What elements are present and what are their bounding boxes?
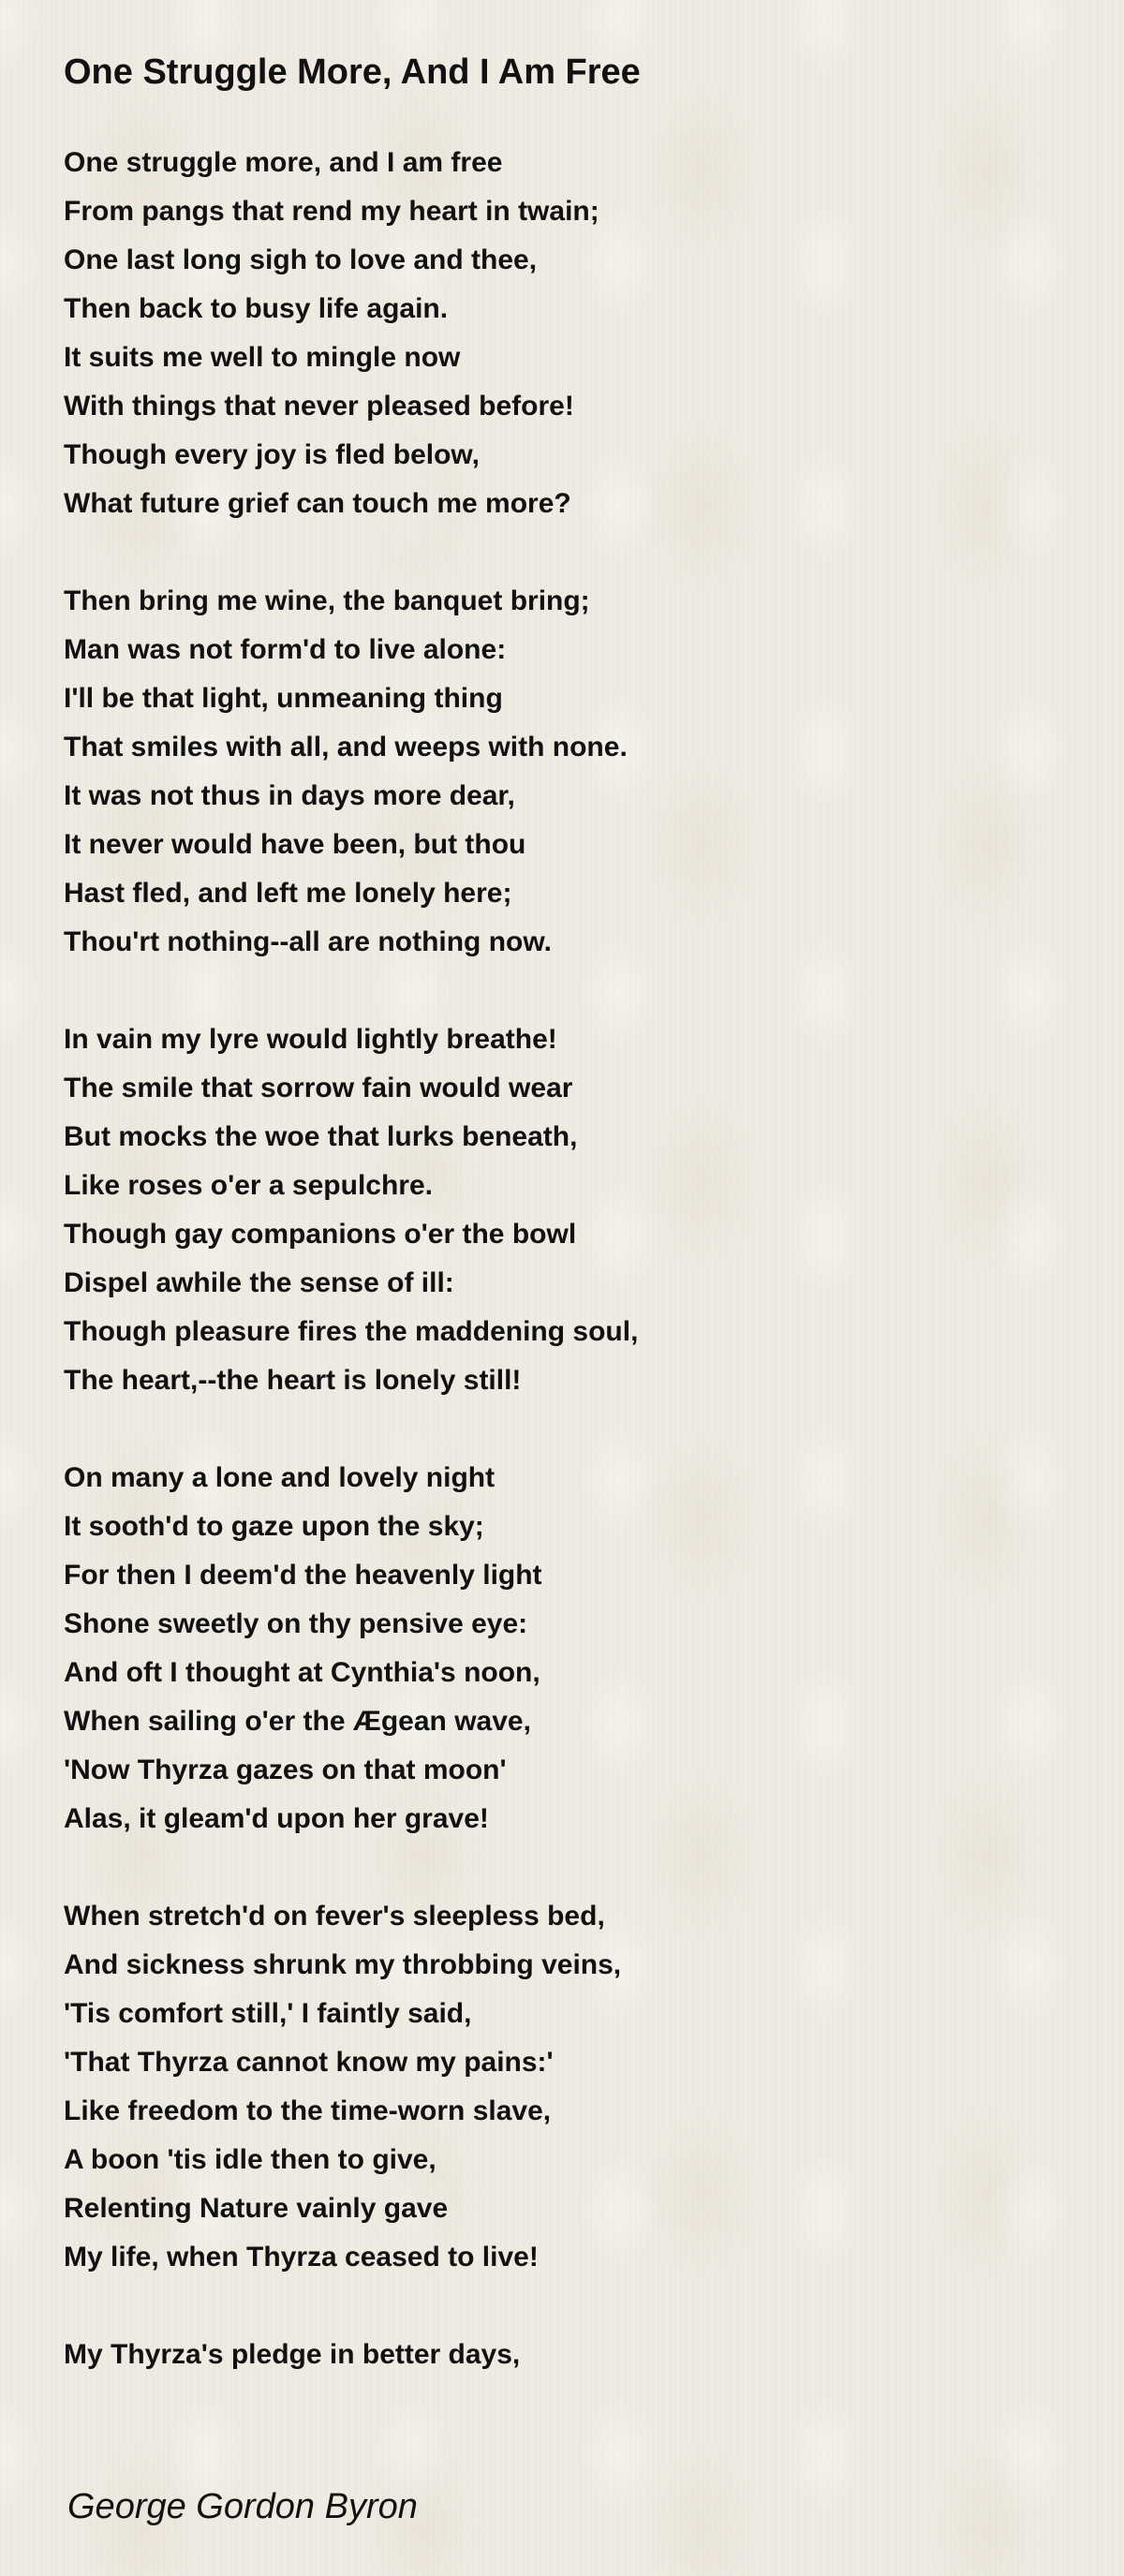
poem-line: Man was not form'd to live alone: (64, 634, 507, 665)
poem-line: The smile that sorrow fain would wear (64, 1073, 573, 1103)
poem-line: One last long sigh to love and thee, (64, 244, 538, 275)
poem-line: And oft I thought at Cynthia's noon, (64, 1657, 540, 1688)
poem-line: That smiles with all, and weeps with none. (64, 732, 628, 762)
poem-line: Hast fled, and left me lonely here; (64, 878, 512, 909)
poem-line: Alas, it gleam'd upon her grave! (64, 1803, 489, 1834)
poem-line: It was not thus in days more dear, (64, 780, 515, 811)
poem-line: The heart,--the heart is lonely still! (64, 1365, 522, 1396)
poem-line: A boon 'tis idle then to give, (64, 2144, 436, 2175)
poem-line: But mocks the woe that lurks beneath, (64, 1121, 578, 1152)
poem-line: Though gay companions o'er the bowl (64, 1219, 577, 1250)
poem-line: Though every joy is fled below, (64, 439, 480, 470)
poem-line: From pangs that rend my heart in twain; (64, 196, 599, 227)
poem-line: And sickness shrunk my throbbing veins, (64, 1949, 622, 1980)
poem-line: On many a lone and lovely night (64, 1462, 495, 1493)
poem-author: George Gordon Byron (67, 2487, 418, 2526)
poem-line: It suits me well to mingle now (64, 342, 461, 373)
poem-line: Thou'rt nothing--all are nothing now. (64, 926, 552, 957)
poem-line: 'That Thyrza cannot know my pains:' (64, 2047, 554, 2078)
poem-line: When stretch'd on fever's sleepless bed, (64, 1901, 605, 1932)
stanza-5 (64, 1892, 1075, 2282)
poem-line: Then bring me wine, the banquet bring; (64, 585, 590, 616)
poem-line: My life, when Thyrza ceased to live! (64, 2242, 539, 2273)
poem-line: When sailing o'er the Ægean wave, (64, 1706, 531, 1737)
poem-line: For then I deem'd the heavenly light (64, 1560, 542, 1591)
poem-line: Relenting Nature vainly gave (64, 2193, 449, 2224)
poem-line: Though pleasure fires the maddening soul, (64, 1316, 639, 1347)
poem-line: What future grief can touch me more? (64, 488, 571, 519)
poem-line: Then back to busy life again. (64, 293, 449, 324)
poem-line: Dispel awhile the sense of ill: (64, 1267, 454, 1298)
poem-line: Shone sweetly on thy pensive eye: (64, 1608, 528, 1639)
stanza-2 (64, 577, 1075, 967)
poem-line: In vain my lyre would lightly breathe! (64, 1024, 557, 1055)
poem-line: It never would have been, but thou (64, 829, 526, 860)
poem-line: It sooth'd to gaze upon the sky; (64, 1511, 484, 1542)
poem-line: 'Now Thyrza gazes on that moon' (64, 1754, 507, 1785)
poem-line: One struggle more, and I am free (64, 147, 503, 178)
stanza-1 (64, 139, 1075, 528)
poem-line: My Thyrza's pledge in better days, (64, 2339, 521, 2370)
stanza-6 (64, 2331, 1075, 2379)
poem-line: I'll be that light, unmeaning thing (64, 683, 503, 714)
poem-line: Like freedom to the time-worn slave, (64, 2095, 552, 2126)
poem-line: Like roses o'er a sepulchre. (64, 1170, 433, 1201)
poem-title: One Struggle More, And I Am Free (64, 52, 641, 92)
poem-line: 'Tis comfort still,' I faintly said, (64, 1998, 472, 2029)
poem-body (64, 139, 1075, 2428)
stanza-4 (64, 1454, 1075, 1843)
stanza-3 (64, 1015, 1075, 1405)
poem-line: With things that never pleased before! (64, 391, 574, 422)
